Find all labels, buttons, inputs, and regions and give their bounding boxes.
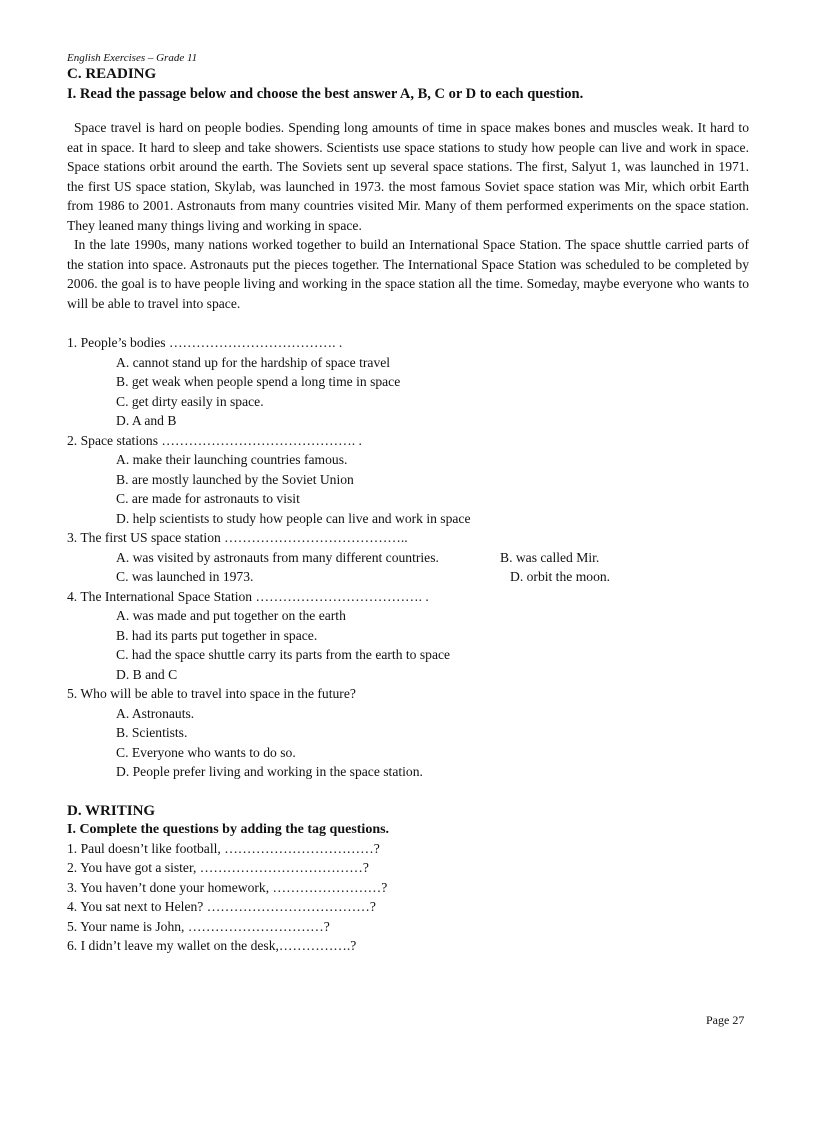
answer-option: B. had its parts put together in space. — [116, 627, 318, 643]
writing-section-title: D. WRITING — [67, 802, 156, 819]
question-stem: 5. Who will be able to travel into space in the future? — [67, 686, 356, 701]
answer-option: D. A and B — [116, 413, 177, 428]
answer-option: A. Astronauts. — [116, 705, 195, 721]
answer-option: D. orbit the moon. — [510, 569, 611, 584]
header-note: English Exercises – Grade 11 — [67, 52, 198, 64]
tag-question-item: 6. I didn’t leave my wallet on the desk,…………….? — [67, 938, 357, 953]
answer-option: D. B and C — [116, 666, 178, 682]
question-4 — [67, 587, 749, 685]
page-number: Page 27 — [706, 1013, 745, 1027]
answer-option: B. was called Mir. — [500, 549, 600, 565]
question-list — [67, 333, 749, 782]
tag-question-item: 2. You have got a sister, ………………………………? — [67, 860, 369, 875]
answer-option: A. was visited by astronauts from many different countries. — [116, 549, 439, 565]
worksheet-page — [67, 51, 749, 956]
tag-question-list — [67, 839, 749, 956]
reading-passage — [67, 118, 749, 313]
tag-question-item: 3. You haven’t done your homework, ……………………? — [67, 879, 388, 895]
writing-instruction: I. Complete the questions by adding the tag questions. — [67, 821, 390, 837]
question-2 — [67, 431, 749, 529]
answer-option: B. are mostly launched by the Soviet Union — [116, 471, 354, 487]
answer-option: A. cannot stand up for the hardship of space travel — [116, 354, 391, 370]
reading-section — [67, 65, 749, 782]
answer-option: C. are made for astronauts to visit — [116, 491, 300, 506]
answer-option-row — [116, 548, 749, 568]
answer-option: C. get dirty easily in space. — [116, 393, 264, 409]
answer-option: D. help scientists to study how people can live and work in space — [116, 510, 471, 526]
question-1 — [67, 333, 749, 431]
passage-paragraph: Space travel is hard on people bodies. Spending long amounts of time in space makes bones and muscles weak. It hard to eat in space. It hard to sleep and take showers. Scientists use space stations to study how people can live and work in space. Space stations orbit around the earth. The Soviets sent up several space stations. The first, Salyut 1, was launched in 1971. the first US space station, Skylab, was launched in 1973. the most famous Soviet space station was Mir, which orbit Earth from 1986 to 2001. Astronauts from many countries visited Mir. Many of them performed experiments on the space station. They leaned many things living and working in space. — [67, 120, 749, 233]
answer-option: C. had the space shuttle carry its parts from the earth to space — [116, 647, 451, 662]
answer-option: C. was launched in 1973. — [116, 569, 254, 584]
answer-option: A. make their launching countries famous. — [116, 452, 348, 467]
writing-section — [67, 802, 749, 956]
tag-question-item: 1. Paul doesn’t like football, ……………………………? — [67, 840, 380, 856]
question-stem: 1. People’s bodies ………………………………. . — [67, 335, 343, 350]
question-stem: 2. Space stations ……………………………………. . — [67, 432, 362, 448]
question-stem: 3. The first US space station ………………………………….. — [67, 530, 408, 545]
answer-option: D. People prefer living and working in the space station. — [116, 764, 423, 779]
answer-option: B. Scientists. — [116, 725, 188, 740]
question-5 — [67, 684, 749, 782]
reading-instruction: I. Read the passage below and choose the best answer A, B, C or D to each question. — [67, 86, 584, 102]
tag-question-item: 5. Your name is John, …………………………? — [67, 918, 330, 934]
passage-paragraph: In the late 1990s, many nations worked together to build an International Space Station. The space shuttle carried parts of the station into space. Astronauts put the pieces together. The International Space Station was scheduled to be completed by 2006. the goal is to have people living and working in the space station all the time. Someday, maybe everyone who wants to will be able to travel into space. — [67, 237, 749, 311]
tag-question-item: 4. You sat next to Helen? ………………………………? — [67, 899, 376, 914]
answer-option: B. get weak when people spend a long time in space — [116, 374, 401, 389]
question-3 — [67, 528, 749, 587]
question-stem: 4. The International Space Station ………………………………. . — [67, 588, 429, 604]
answer-option-row — [116, 567, 749, 587]
reading-section-title: C. READING — [67, 66, 157, 82]
answer-option: A. was made and put together on the earth — [116, 608, 346, 623]
answer-option: C. Everyone who wants to do so. — [116, 744, 296, 760]
